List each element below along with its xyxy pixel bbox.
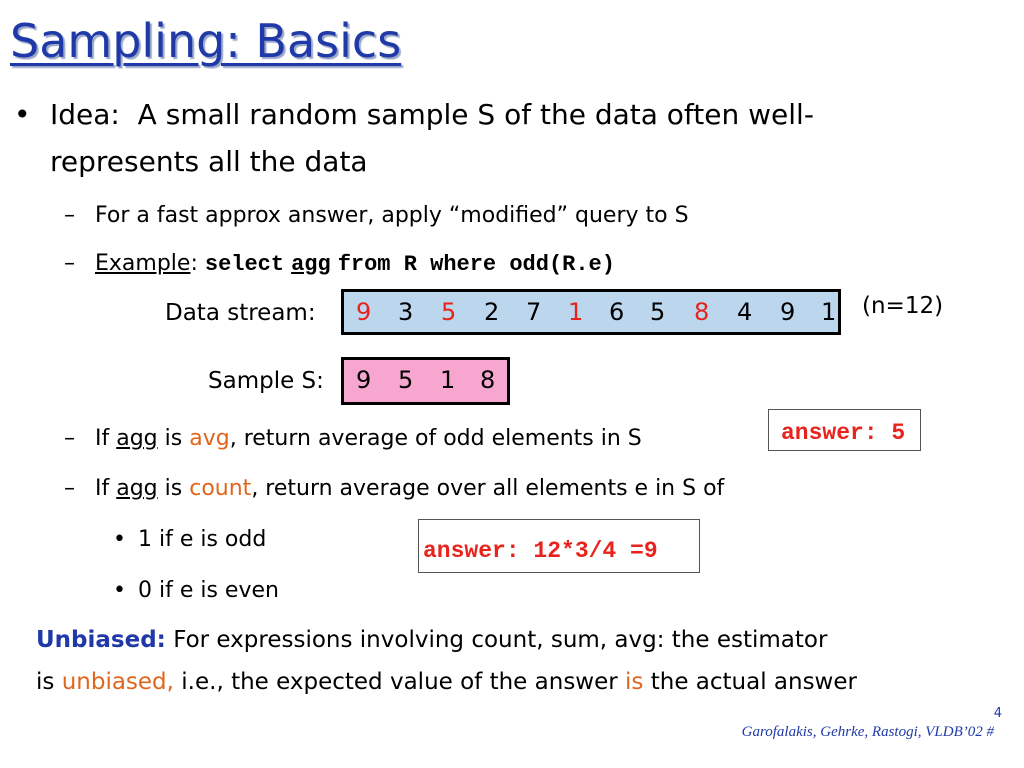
sample-value: 9	[356, 366, 372, 394]
query-agg: agg	[291, 252, 331, 277]
n-label: (n=12)	[862, 293, 944, 319]
query-rest: from R where odd(R.e)	[337, 252, 615, 277]
agg-word: agg	[116, 426, 158, 451]
sub-bullet-even: 0 if e is even	[138, 578, 279, 603]
if-avg-suffix: , return average of odd elements in S	[229, 426, 642, 451]
stream-value: 5	[650, 298, 666, 326]
stream-value: 1	[568, 298, 584, 326]
dash-icon: –	[64, 426, 75, 451]
answer-avg-box: answer: 5	[768, 409, 921, 451]
answer-count-box: answer: 12*3/4 =9	[418, 519, 700, 573]
stream-value: 6	[609, 298, 625, 326]
stream-value: 5	[441, 298, 457, 326]
stream-value: 7	[526, 298, 542, 326]
sub-bullet-odd: 1 if e is odd	[138, 527, 267, 552]
if-word: If	[95, 476, 110, 501]
if-count-line	[95, 476, 724, 501]
bullet-dot-icon: •	[14, 98, 31, 131]
dash-icon: –	[64, 251, 75, 276]
stream-value: 9	[780, 298, 796, 326]
stream-value: 1	[821, 298, 837, 326]
idea-line-2: represents all the data	[50, 145, 368, 178]
sample-label: Sample S:	[208, 368, 324, 394]
idea-line-1	[50, 98, 814, 131]
is-emphasis: is	[625, 669, 644, 695]
fast-approx-text: For a fast approx answer, apply “modified” query to S	[95, 203, 689, 228]
data-stream-label: Data stream:	[165, 300, 316, 326]
unbiased-word: unbiased,	[61, 669, 174, 695]
bullet-dot-icon: •	[113, 527, 126, 552]
if-avg-line	[95, 426, 642, 451]
if-word: If	[95, 426, 110, 451]
unbiased-line-1	[36, 627, 827, 653]
is-word: is	[36, 669, 55, 695]
example-colon: :	[190, 251, 198, 276]
if-count-suffix: , return average over all elements e in S of	[251, 476, 725, 501]
idea-label: Idea:	[50, 98, 120, 131]
agg-word: agg	[116, 476, 158, 501]
stream-value: 4	[737, 298, 753, 326]
example-label: Example	[95, 251, 191, 276]
dash-icon: –	[64, 476, 75, 501]
sample-value: 5	[398, 366, 414, 394]
page-number: 4	[993, 706, 1002, 721]
count-word: count	[189, 476, 252, 501]
unbiased-line-2	[36, 669, 857, 695]
idea-text: A small random sample S of the data often well-	[137, 98, 814, 131]
data-stream-box	[341, 289, 841, 335]
avg-word: avg	[189, 426, 230, 451]
example-line	[95, 251, 615, 277]
sample-value: 1	[440, 366, 456, 394]
is-word: is	[164, 426, 183, 451]
stream-value: 9	[356, 298, 372, 326]
unbiased-label: Unbiased:	[36, 627, 166, 653]
sample-value: 8	[480, 366, 496, 394]
unbiased-line1-text: For expressions involving count, sum, avg: the estimator	[173, 627, 828, 653]
dash-icon: –	[64, 203, 75, 228]
unbiased-mid-text: i.e., the expected value of the answer	[181, 669, 618, 695]
stream-value: 8	[694, 298, 710, 326]
is-word: is	[164, 476, 183, 501]
slide-title: Sampling: Basics	[10, 14, 402, 68]
unbiased-end-text: the actual answer	[650, 669, 857, 695]
stream-value: 3	[398, 298, 414, 326]
footer-credit: Garofalakis, Gehrke, Rastogi, VLDB’02 #	[741, 724, 994, 740]
bullet-dot-icon: •	[113, 578, 126, 603]
query-select: select	[204, 252, 285, 277]
sample-box	[341, 357, 510, 405]
stream-value: 2	[484, 298, 500, 326]
